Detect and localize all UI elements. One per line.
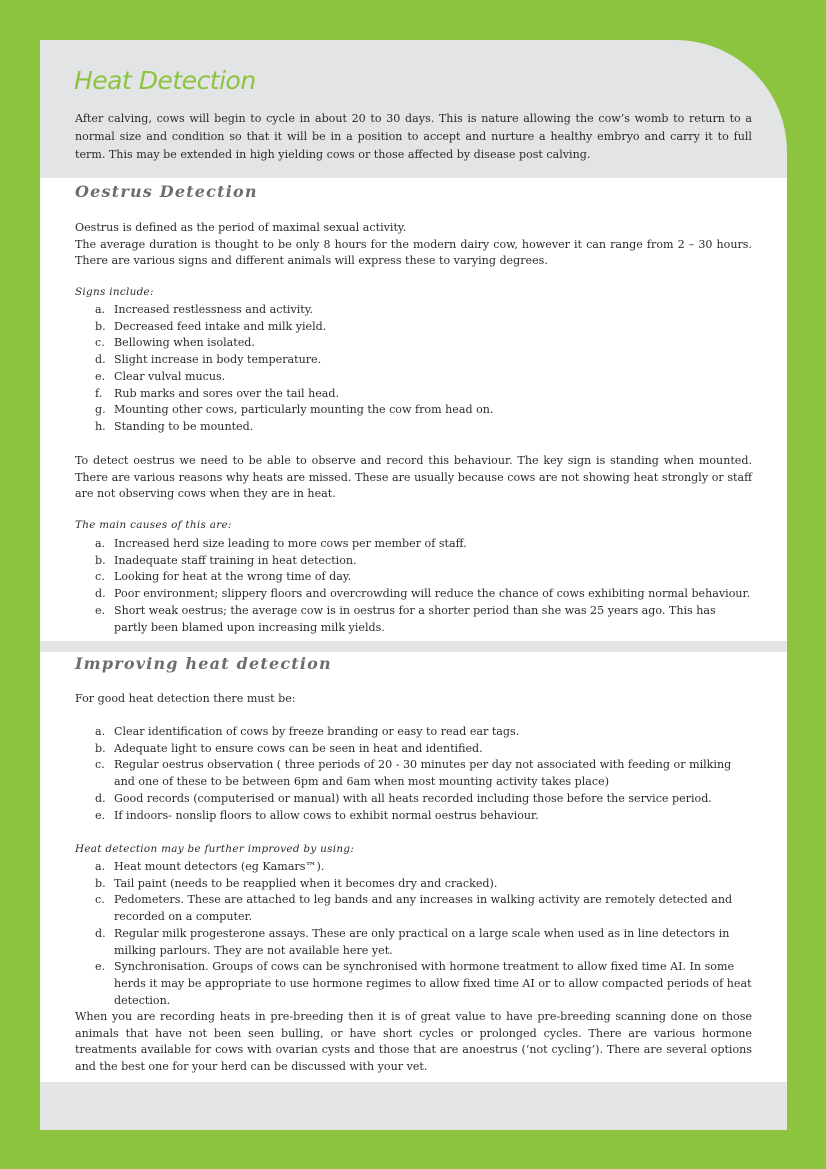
list-item-text: Mounting other cows, particularly mounting the cow from head on. (114, 403, 494, 417)
list-item (75, 302, 752, 319)
oestrus-detection-section (40, 178, 787, 641)
list-item (75, 536, 752, 553)
list-marker: a. (95, 860, 106, 873)
list-item (75, 352, 752, 369)
list-marker: b. (95, 319, 106, 333)
list-item (75, 741, 752, 758)
list-item-text: Adequate light to ensure cows can be seen in heat and identified. (114, 741, 483, 755)
list-item-text: Synchronisation. Groups of cows can be synchronised with hormone treatment to allow fixed time AI. In some herds it may be appropriate to use hormone regimes to allow fixed time AI or to allow compacted periods of heat detection. (114, 960, 752, 1007)
detect-oestrus-paragraph: To detect oestrus we need to be able to observe and record this behaviour. The key sign is standing when mounted. There are various reasons why heats are missed. These are usually because cows are not showing heat strongly or staff are not observing cows when they are in heat. (75, 454, 752, 501)
list-item-text: Standing to be mounted. (114, 419, 254, 433)
list-marker: c. (95, 336, 105, 350)
list-marker: a. (95, 303, 106, 316)
causes-list (75, 536, 752, 636)
list-item-text: Slight increase in body temperature. (114, 353, 322, 367)
list-item-text: Decreased feed intake and milk yield. (114, 319, 327, 333)
list-item (75, 892, 752, 925)
list-item (75, 757, 752, 790)
intro-paragraph: After calving, cows will begin to cycle in about 20 to 30 days. This is nature allowing the cow’s womb to return to a normal size and condition so that it will be in a position to accept and nurture a healthy embryo and carry it to full term. This may be extended in high yielding cows or those affected by disease post calving. (75, 112, 752, 161)
list-marker: a. (95, 537, 106, 550)
list-marker: e. (95, 808, 106, 822)
list-item (75, 859, 752, 876)
list-marker: c. (95, 893, 105, 907)
list-marker: c. (95, 570, 105, 584)
list-marker: h. (95, 419, 106, 433)
further-improvement-heading: Heat detection may be further improved by using: (75, 843, 355, 855)
list-marker: f. (95, 386, 103, 400)
list-item-text: Increased herd size leading to more cows per member of staff. (114, 537, 467, 550)
list-item-text: Pedometers. These are attached to leg bands and any increases in walking activity are remotely detected and recorded on a computer. (114, 893, 733, 924)
good-detection-intro: For good heat detection there must be: (75, 692, 296, 705)
further-improvement-list (75, 859, 752, 1009)
list-item-text: Clear identification of cows by freeze branding or easy to read ear tags. (114, 725, 520, 738)
list-item-text: Inadequate staff training in heat detection. (114, 553, 357, 567)
list-item (75, 419, 752, 436)
list-item (75, 876, 752, 893)
page-title: Heat Detection (74, 66, 256, 95)
causes-heading: The main causes of this are: (75, 519, 232, 531)
list-item (75, 569, 752, 586)
list-item-text: Tail paint (needs to be reapplied when it becomes dry and cracked). (114, 876, 498, 890)
list-item (75, 369, 752, 386)
list-item-text: Regular oestrus observation ( three periods of 20 - 30 minutes per day not associated with feeding or milking and one of these to be between 6pm and 6am when most mounting activity takes place) (114, 758, 732, 789)
list-item (75, 724, 752, 741)
signs-heading: Signs include: (75, 286, 154, 298)
list-item (75, 603, 752, 636)
list-item-text: Clear vulval mucus. (114, 369, 226, 383)
list-marker: g. (95, 403, 106, 417)
list-item-text: If indoors- nonslip floors to allow cows to exhibit normal oestrus behaviour. (114, 808, 539, 822)
signs-list (75, 302, 752, 436)
list-item-text: Regular milk progesterone assays. These are only practical on a large scale when used as in line detectors in milking parlours. They are not available here yet. (114, 926, 730, 957)
list-marker: c. (95, 758, 105, 772)
oestrus-definition (75, 220, 752, 270)
list-item (75, 319, 752, 336)
oestrus-definition-line1: Oestrus is defined as the period of maximal sexual activity. (75, 221, 407, 234)
list-item (75, 959, 752, 1009)
list-marker: b. (95, 876, 106, 890)
section-title-oestrus: Oestrus Detection (75, 182, 258, 201)
list-marker: d. (95, 926, 106, 940)
section-title-improving: Improving heat detection (75, 654, 332, 673)
list-marker: e. (95, 603, 106, 617)
list-item-text: Bellowing when isolated. (114, 336, 255, 350)
list-item-text: Poor environment; slippery floors and overcrowding will reduce the chance of cows exhibiting normal behaviour. (114, 587, 751, 601)
header-panel (40, 40, 787, 178)
list-item (75, 386, 752, 403)
list-marker: d. (95, 791, 106, 805)
list-item (75, 335, 752, 352)
list-marker: a. (95, 725, 106, 738)
list-item (75, 402, 752, 419)
closing-paragraph: When you are recording heats in pre-breeding then it is of great value to have pre-breeding scanning done on those animals that have not been seen bulling, or have short cycles or prolonged cycles. There are various hormone treatments available for cows with ovarian cysts and those that are anoestrus (‘not cycling’). There are several options and the best one for your herd can be discussed with your vet. (75, 1010, 752, 1074)
list-item-text: Heat mount detectors (eg Kamars™). (114, 860, 325, 873)
list-item (75, 586, 752, 603)
list-item-text: Rub marks and sores over the tail head. (114, 386, 340, 400)
oestrus-definition-line2: The average duration is thought to be only 8 hours for the modern dairy cow, however it can range from 2 – 30 hours. There are various signs and different animals will express these to varying degrees. (75, 237, 752, 268)
list-item (75, 808, 752, 825)
list-marker: e. (95, 960, 106, 974)
improving-heat-detection-section (40, 652, 787, 1082)
list-item (75, 791, 752, 808)
list-marker: d. (95, 587, 106, 601)
page-card (40, 40, 787, 1130)
list-marker: b. (95, 553, 106, 567)
list-item (75, 926, 752, 959)
requirements-list (75, 724, 752, 824)
list-item-text: Good records (computerised or manual) with all heats recorded including those before the service period. (114, 791, 712, 805)
list-item (75, 553, 752, 570)
list-marker: b. (95, 741, 106, 755)
list-marker: e. (95, 369, 106, 383)
list-marker: d. (95, 353, 106, 367)
list-item-text: Increased restlessness and activity. (114, 303, 314, 316)
list-item-text: Looking for heat at the wrong time of day. (114, 570, 352, 584)
list-item-text: Short weak oestrus; the average cow is in oestrus for a shorter period than she was 25 years ago. This has partly been blamed upon increasing milk yields. (114, 603, 716, 634)
